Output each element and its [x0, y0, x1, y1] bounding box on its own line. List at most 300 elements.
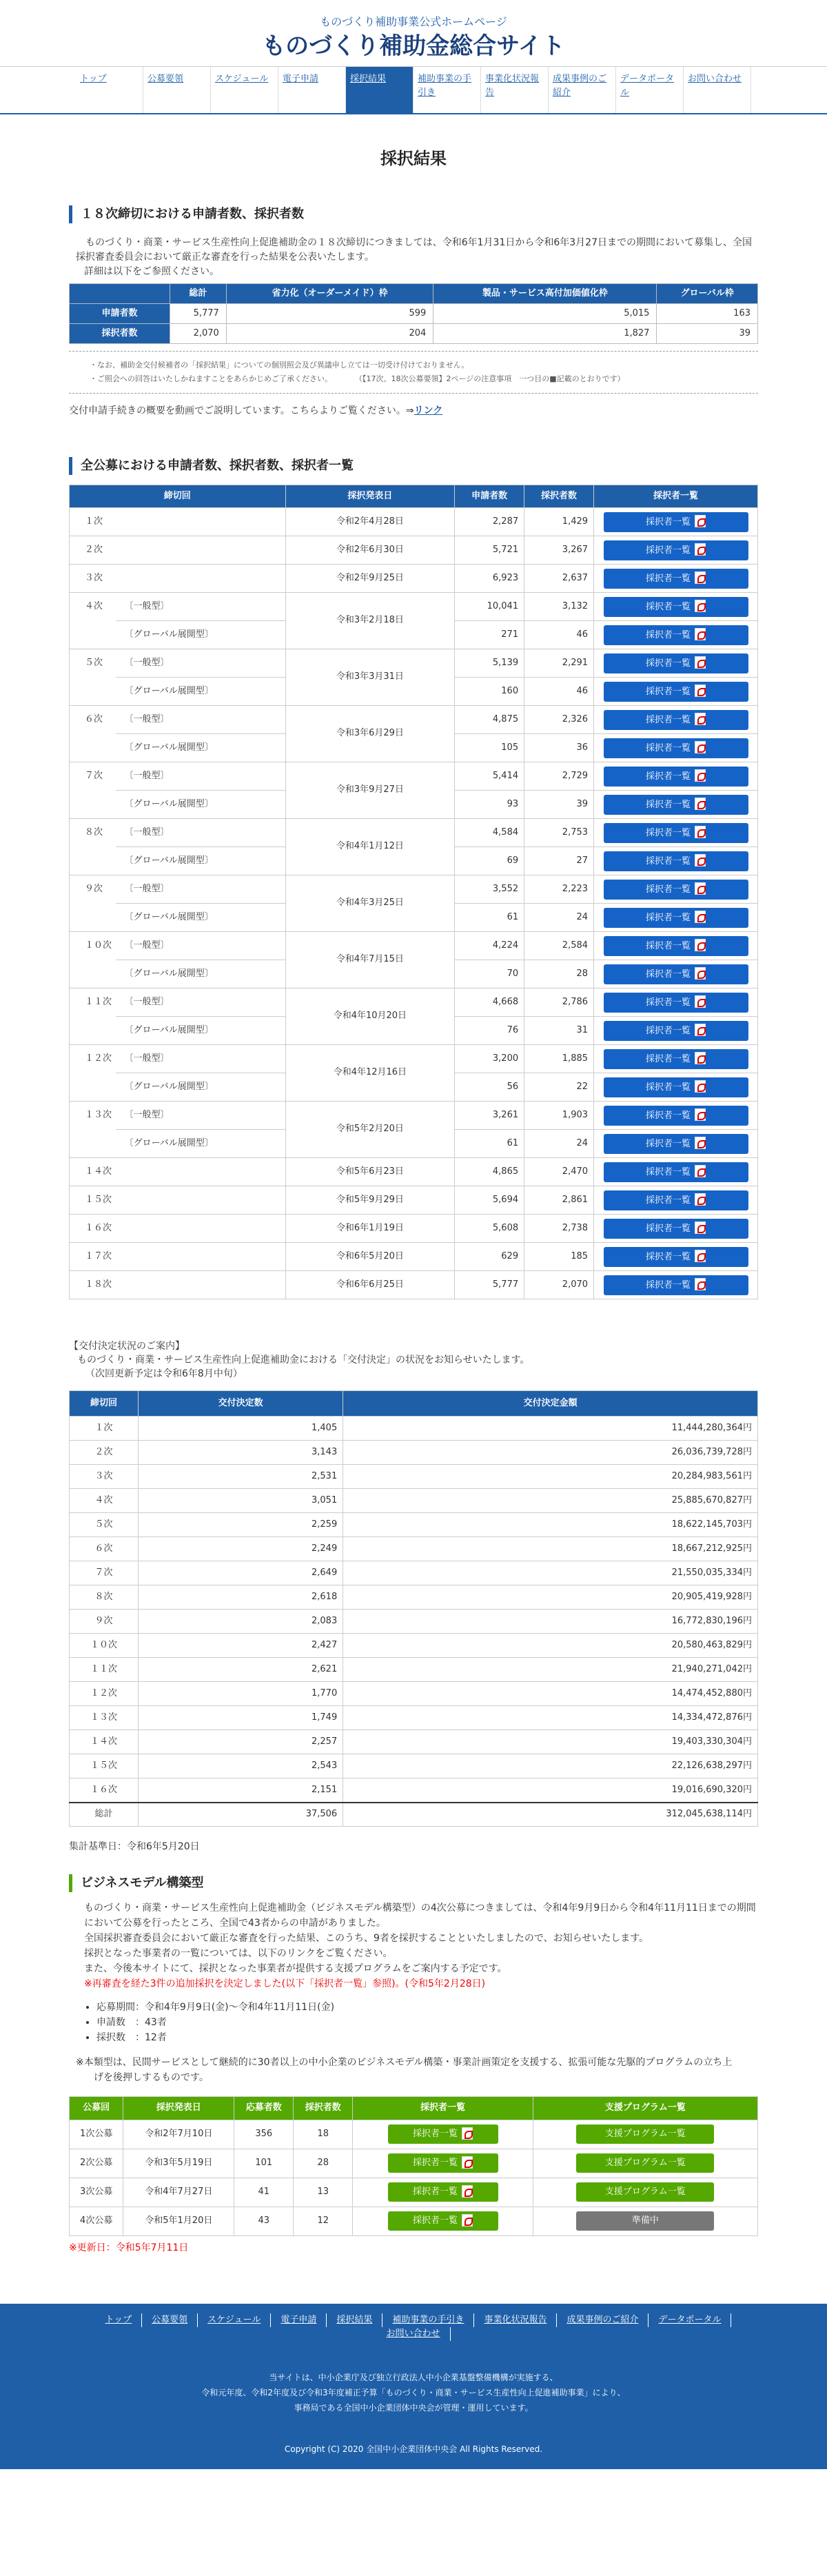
summary-row [70, 304, 758, 324]
nav-item[interactable]: 補助事業の手引き [414, 67, 481, 113]
cell-kai: １４次 [70, 1730, 139, 1754]
cell-adopt: 2,861 [524, 1186, 594, 1215]
button-label: 採択者一覧 [645, 827, 691, 838]
cell-adopt: 3,132 [524, 593, 594, 621]
adopted-list-button[interactable] [604, 512, 748, 532]
table-row [70, 2207, 758, 2235]
cell-date: 令和4年3月25日 [285, 875, 455, 932]
button-label: 採択者一覧 [645, 1082, 691, 1093]
bm-header: 応募者数 [234, 2096, 294, 2120]
cell-kind: 〔グローバル展開型〕 [116, 791, 285, 819]
cell-adopt: 2,470 [524, 1158, 594, 1186]
cell-list [594, 791, 758, 819]
summary-row [70, 324, 758, 344]
cell-list [594, 734, 758, 762]
cell-adopt: 1,903 [524, 1102, 594, 1130]
table-row [70, 1778, 758, 1803]
cell-apply: 61 [455, 904, 524, 932]
cell-kai: １４次 [70, 1158, 286, 1186]
adopted-list-button[interactable] [388, 2182, 498, 2202]
video-text: 交付申請手続きの概要を動画でご説明しています。こちらよりご覧ください。⇒ [69, 405, 414, 416]
adopted-list-button[interactable] [604, 993, 748, 1013]
button-label: 採択者一覧 [645, 1138, 691, 1149]
cell-count: 2,649 [139, 1561, 343, 1585]
adopted-list-button[interactable] [604, 738, 748, 758]
footer-link[interactable]: 採択結果 [327, 2313, 382, 2327]
adopted-list-button[interactable] [604, 1021, 748, 1041]
section-heading-bm: ビジネスモデル構築型 [69, 1874, 758, 1892]
pending-button: 準備中 [576, 2211, 714, 2231]
button-label: 採択者一覧 [412, 2187, 458, 2198]
decision-next-update: （次回更新予定は令和6年8月中旬） [85, 1368, 243, 1380]
video-link[interactable]: リンク [414, 405, 443, 416]
summary-cell: 39 [657, 324, 758, 344]
table-row [70, 1489, 758, 1513]
adopted-list-button[interactable] [604, 795, 748, 815]
pdf-icon [695, 995, 706, 1008]
cell-kind: 〔グローバル展開型〕 [116, 904, 285, 932]
button-label: 採択者一覧 [645, 1251, 691, 1262]
adopted-list-button[interactable] [604, 851, 748, 871]
cell-list [594, 678, 758, 706]
cell-adopt: 1,885 [524, 1045, 594, 1073]
nav-item[interactable]: お問い合わせ [684, 67, 751, 113]
cell-apply: 5,721 [455, 536, 524, 565]
adopted-list-button[interactable] [388, 2124, 498, 2144]
adopted-list-button[interactable] [604, 1049, 748, 1069]
cell-list [594, 875, 758, 904]
cell-list [594, 1130, 758, 1158]
cell-adopt: 24 [524, 904, 594, 932]
cell-apply: 93 [455, 791, 524, 819]
cell-kai: １８次 [70, 1271, 286, 1299]
cell-kai: 3次公募 [70, 2178, 123, 2207]
nav-item[interactable]: 成果事例のご紹介 [549, 67, 616, 113]
table-row [70, 2149, 758, 2178]
cell-date: 令和3年2月18日 [285, 593, 455, 649]
table-row [70, 1537, 758, 1561]
pdf-icon [695, 1250, 706, 1262]
nav-item[interactable]: 事業化状況報告 [481, 67, 549, 113]
button-label: 採択者一覧 [645, 1053, 691, 1064]
cell-kai: １７次 [70, 1243, 286, 1271]
nav-item[interactable]: トップ [76, 67, 143, 113]
button-label: 採択者一覧 [645, 516, 691, 527]
button-label: 採択者一覧 [645, 573, 691, 584]
table-row [70, 1658, 758, 1682]
cell-list [594, 1102, 758, 1130]
table-row [70, 565, 758, 593]
table-row [70, 1215, 758, 1243]
bm-header: 採択者一覧 [353, 2096, 533, 2120]
button-label: 採択者一覧 [645, 799, 691, 810]
cell-apply: 5,694 [455, 1186, 524, 1215]
cell-kai: 4次公募 [70, 2207, 123, 2235]
cell-adopt: 31 [524, 1017, 594, 1045]
cell-list [594, 508, 758, 536]
button-label: 採択者一覧 [412, 2129, 458, 2140]
cell-count: 37,506 [139, 1803, 343, 1827]
cell-date: 令和5年2月20日 [285, 1102, 455, 1158]
cell-list [594, 762, 758, 791]
cell-kai: 2次公募 [70, 2149, 123, 2178]
adopted-list-button[interactable] [604, 1106, 748, 1126]
cell-kai: １６次 [70, 1778, 139, 1803]
cell-amount: 21,940,271,042円 [343, 1658, 758, 1682]
pdf-icon [695, 1221, 706, 1234]
footer-line: 事務局である全国中小企業団体中央会が管理・運用しています。 [294, 2403, 533, 2413]
sec18-text [69, 236, 758, 279]
cell-kind: 〔一般型〕 [116, 1045, 285, 1073]
cell-list [594, 1045, 758, 1073]
global-nav [0, 66, 827, 114]
summary-header: 製品・サービス高付加価値化枠 [433, 284, 657, 304]
bm-line: また、今後本サイトにて、採択となった事業者が提供する支援プログラムをご案内する予定です。 [84, 1963, 507, 1974]
site-title[interactable]: ものづくり補助金総合サイト [262, 32, 565, 60]
support-program-button[interactable]: 支援プログラム一覧 [576, 2124, 714, 2144]
decision-table [69, 1390, 758, 1827]
cell-kind: 〔一般型〕 [116, 593, 285, 621]
cell-kai: １５次 [70, 1186, 286, 1215]
cell-date: 令和4年1月12日 [285, 819, 455, 875]
adopted-list-button[interactable] [604, 880, 748, 900]
cell-apply: 56 [455, 1073, 524, 1102]
decision-header: 交付決定数 [139, 1391, 343, 1417]
cell-apply: 356 [234, 2120, 294, 2149]
cell-kind: 〔グローバル展開型〕 [116, 1130, 285, 1158]
footer-link[interactable]: 成果事例のご紹介 [557, 2313, 649, 2327]
cell-kai: ８次 [70, 819, 116, 875]
adopted-list-button[interactable] [604, 625, 748, 645]
cell-date: 令和4年7月27日 [123, 2178, 234, 2207]
page-title: 採択結果 [380, 149, 447, 168]
cell-adopt: 2,637 [524, 565, 594, 593]
cell-adopt: 36 [524, 734, 594, 762]
adopted-list-button[interactable] [388, 2153, 498, 2173]
cell-count: 3,143 [139, 1441, 343, 1465]
adopted-list-button[interactable] [604, 597, 748, 617]
pdf-icon [695, 1080, 706, 1093]
button-label: 採択者一覧 [645, 1195, 691, 1206]
table-row [70, 1045, 758, 1073]
cell-date: 令和3年3月31日 [285, 649, 455, 706]
summary-cell: 2,070 [170, 324, 227, 344]
footer-link[interactable]: 補助事業の手引き [382, 2313, 474, 2327]
cell-date: 令和6年5月20日 [285, 1243, 455, 1271]
cell-date: 令和6年6月25日 [285, 1271, 455, 1299]
support-program-button[interactable]: 支援プログラム一覧 [576, 2182, 714, 2202]
support-program-button[interactable]: 支援プログラム一覧 [576, 2153, 714, 2173]
cell-count: 2,249 [139, 1537, 343, 1561]
adopted-list-button[interactable] [604, 908, 748, 928]
cell-list [594, 960, 758, 988]
summary-cell: 599 [226, 304, 433, 324]
button-label: 採択者一覧 [645, 855, 691, 866]
table-row [70, 932, 758, 960]
cell-apply: 3,552 [455, 875, 524, 904]
adopted-list-button[interactable] [604, 767, 748, 787]
sec18-paragraph: ものづくり・商業・サービス生産性向上促進補助金の１８次締切につきましては、令和6年1月31日から令和6年3月27日までの期間において募集し、全国採択審査委員会において厳正な審査を行った結果を公表いたします。 [76, 237, 752, 263]
cell-list [594, 847, 758, 875]
summary-table [69, 283, 758, 344]
cell-adopt: 28 [524, 960, 594, 988]
cell-kai: ７次 [70, 1561, 139, 1585]
cell-amount: 14,334,472,876円 [343, 1706, 758, 1730]
adopted-list-button[interactable] [604, 653, 748, 673]
footer-link[interactable]: 公募要領 [142, 2313, 198, 2327]
adopted-list-button[interactable] [604, 936, 748, 956]
cell-list [594, 1073, 758, 1102]
cell-kai: ２次 [70, 536, 286, 565]
all-header: 採択者一覧 [594, 485, 758, 508]
cell-apply: 629 [455, 1243, 524, 1271]
table-row [70, 1465, 758, 1489]
cell-adopt: 18 [294, 2120, 353, 2149]
button-label: 採択者一覧 [645, 714, 691, 725]
button-label: 採択者一覧 [645, 686, 691, 697]
cell-list [353, 2178, 533, 2207]
table-row [70, 1585, 758, 1610]
cell-list [594, 1186, 758, 1215]
cell-kind: 〔一般型〕 [116, 762, 285, 791]
pdf-icon [462, 2214, 473, 2227]
footer-link[interactable]: スケジュール [198, 2313, 271, 2327]
pdf-icon [695, 911, 706, 923]
cell-kai: ６次 [70, 1537, 139, 1561]
cell-kai: １３次 [70, 1706, 139, 1730]
footer-link[interactable]: 電子申請 [271, 2313, 327, 2327]
adopted-list-button[interactable] [604, 1134, 748, 1154]
cell-kai: 総計 [70, 1803, 139, 1827]
table-row [70, 649, 758, 678]
cell-apply: 61 [455, 1130, 524, 1158]
footer-link[interactable]: データポータル [649, 2313, 731, 2327]
cell-list [594, 536, 758, 565]
cell-date: 令和6年1月19日 [285, 1215, 455, 1243]
cell-amount: 20,284,983,561円 [343, 1465, 758, 1489]
adopted-list-button[interactable] [604, 682, 748, 702]
cell-list [594, 706, 758, 734]
adopted-list-button[interactable] [604, 823, 748, 843]
adopted-list-button[interactable] [604, 1247, 748, 1267]
cell-adopt: 2,738 [524, 1215, 594, 1243]
cell-list [594, 1215, 758, 1243]
bm-header: 採択発表日 [123, 2096, 234, 2120]
cell-kai: ７次 [70, 762, 116, 819]
table-row [70, 1441, 758, 1465]
cell-kind: 〔グローバル展開型〕 [116, 734, 285, 762]
cell-kai: ３次 [70, 1465, 139, 1489]
cell-list [594, 1271, 758, 1299]
cell-kai: ５次 [70, 1513, 139, 1537]
cell-kai: ６次 [70, 706, 116, 762]
cell-date: 令和3年6月29日 [285, 706, 455, 762]
pdf-icon [695, 1193, 706, 1206]
decision-text: ものづくり・商業・サービス生産性向上促進補助金における「交付決定」の状況をお知らせいたします。 [77, 1355, 530, 1366]
cell-date: 令和4年10月20日 [285, 988, 455, 1045]
cell-count: 2,257 [139, 1730, 343, 1754]
cell-apply: 4,875 [455, 706, 524, 734]
notes-box [69, 351, 758, 394]
cell-adopt: 13 [294, 2178, 353, 2207]
cell-adopt: 27 [524, 847, 594, 875]
cell-count: 2,259 [139, 1513, 343, 1537]
cell-adopt: 22 [524, 1073, 594, 1102]
cell-kai: １１次 [70, 1658, 139, 1682]
table-row [70, 819, 758, 847]
nav-item[interactable]: 公募要領 [143, 67, 211, 113]
nav-item[interactable]: データポータル [616, 67, 684, 113]
cell-program [533, 2149, 757, 2178]
footer-line: 令和元年度、令和2年度及び令和3年度補正予算「ものづくり・商業・サービス生産性向上促進補助事業」により、 [201, 2388, 626, 2398]
cell-adopt: 2,326 [524, 706, 594, 734]
cell-adopt: 39 [524, 791, 594, 819]
cell-apply: 3,261 [455, 1102, 524, 1130]
bm-line: 採択となった事業者の一覧については、以下のリンクをご覧ください。 [84, 1947, 393, 1959]
cell-adopt: 1,429 [524, 508, 594, 536]
table-row [70, 1610, 758, 1634]
table-row [70, 536, 758, 565]
cell-count: 2,151 [139, 1778, 343, 1803]
cell-list [594, 649, 758, 678]
cell-kai: １６次 [70, 1215, 286, 1243]
cell-apply: 10,041 [455, 593, 524, 621]
pdf-icon [695, 1024, 706, 1036]
cell-count: 2,531 [139, 1465, 343, 1489]
cell-amount: 26,036,739,728円 [343, 1441, 758, 1465]
bm-note-line: ※本類型は、民間サービスとして継続的に30者以上の中小企業のビジネスモデル構築・事業計画策定を支援する、拡張可能な先駆的プログラムの立ち上 [76, 2056, 733, 2068]
cell-kai: ８次 [70, 1585, 139, 1610]
button-label: 採択者一覧 [645, 658, 691, 669]
cell-apply: 41 [234, 2178, 294, 2207]
pdf-icon [695, 1108, 706, 1121]
pdf-icon [462, 2185, 473, 2198]
cell-adopt: 3,267 [524, 536, 594, 565]
cell-apply: 6,923 [455, 565, 524, 593]
adopted-list-button[interactable] [604, 1077, 748, 1097]
adopted-list-button[interactable] [604, 964, 748, 984]
decision-header: 交付決定金額 [343, 1391, 758, 1417]
all-header: 採択発表日 [285, 485, 455, 508]
cell-kai: １０次 [70, 932, 116, 988]
adopted-list-button[interactable] [388, 2211, 498, 2231]
adopted-list-button[interactable] [604, 1219, 748, 1239]
cell-date: 令和3年9月27日 [285, 762, 455, 819]
button-label: 採択者一覧 [645, 742, 691, 753]
table-row [70, 1158, 758, 1186]
cell-count: 1,770 [139, 1682, 343, 1706]
nav-item[interactable]: 採択結果 [346, 67, 414, 113]
adopted-list-button[interactable] [604, 1162, 748, 1182]
cell-adopt: 2,729 [524, 762, 594, 791]
button-label: 採択者一覧 [645, 771, 691, 782]
cell-amount: 16,772,830,196円 [343, 1610, 758, 1634]
cell-list [594, 904, 758, 932]
all-header: 申請者数 [455, 485, 524, 508]
decision-intro [69, 1339, 758, 1381]
cell-list [353, 2149, 533, 2178]
cell-apply: 76 [455, 1017, 524, 1045]
pdf-icon [695, 882, 706, 895]
cell-amount: 21,550,035,334円 [343, 1561, 758, 1585]
cell-kai: １１次 [70, 988, 116, 1045]
pdf-icon [462, 2127, 473, 2140]
cell-list [594, 621, 758, 649]
cell-list [353, 2207, 533, 2235]
video-guide [69, 403, 758, 418]
summary-cell: 5,015 [433, 304, 657, 324]
pdf-icon [695, 967, 706, 980]
cell-kind: 〔グローバル展開型〕 [116, 960, 285, 988]
cell-kind: 〔一般型〕 [116, 1102, 285, 1130]
adopted-list-button[interactable] [604, 1190, 748, 1210]
table-row [70, 1682, 758, 1706]
button-label: 採択者一覧 [645, 912, 691, 923]
button-label: 採択者一覧 [412, 2158, 458, 2169]
cell-kind: 〔一般型〕 [116, 649, 285, 678]
cell-kind: 〔一般型〕 [116, 988, 285, 1017]
footer-text [0, 2370, 827, 2415]
pdf-icon [695, 1137, 706, 1149]
cell-kai: １２次 [70, 1045, 116, 1102]
cell-kind: 〔グローバル展開型〕 [116, 621, 285, 649]
footer-link[interactable]: お問い合わせ [376, 2327, 450, 2341]
site-footer [0, 2304, 827, 2469]
button-label: 採択者一覧 [645, 545, 691, 556]
cell-list [594, 1017, 758, 1045]
footer-nav [76, 2313, 751, 2341]
adopted-list-button[interactable] [604, 710, 748, 730]
table-row [70, 2178, 758, 2207]
cell-program [533, 2178, 757, 2207]
table-row [70, 1513, 758, 1537]
cell-apply: 4,224 [455, 932, 524, 960]
cell-adopt: 2,584 [524, 932, 594, 960]
adopted-list-button[interactable] [604, 1275, 748, 1295]
button-label: 採択者一覧 [645, 1110, 691, 1121]
summary-cell: 163 [657, 304, 758, 324]
nav-item[interactable]: 電子申請 [278, 67, 346, 113]
cell-kai: ４次 [70, 593, 116, 649]
cell-list [594, 593, 758, 621]
site-header [0, 0, 827, 66]
cell-adopt: 185 [524, 1243, 594, 1271]
cell-apply: 5,414 [455, 762, 524, 791]
footer-link[interactable]: 事業化状況報告 [474, 2313, 557, 2327]
all-header: 採択者数 [524, 485, 594, 508]
bm-header: 公募回 [70, 2096, 123, 2120]
cell-kind: 〔グローバル展開型〕 [116, 1017, 285, 1045]
bm-header: 支援プログラム一覧 [533, 2096, 757, 2120]
cell-amount: 22,126,638,297円 [343, 1754, 758, 1778]
adopted-list-button[interactable] [604, 540, 748, 560]
cell-date: 令和5年6月23日 [285, 1158, 455, 1186]
copyright: Copyright (C) 2020 全国中小企業団体中央会 All Rights Reserved. [284, 2444, 543, 2455]
adopted-list-button[interactable] [604, 569, 748, 589]
cell-amount: 19,403,330,304円 [343, 1730, 758, 1754]
bm-text [69, 1900, 758, 1991]
footer-link[interactable]: トップ [96, 2313, 143, 2327]
nav-item[interactable]: スケジュール [211, 67, 278, 113]
cell-kind: 〔グローバル展開型〕 [116, 1073, 285, 1102]
cell-apply: 5,777 [455, 1271, 524, 1299]
pdf-icon [462, 2156, 473, 2169]
table-row [70, 2120, 758, 2149]
button-label: 採択者一覧 [412, 2215, 458, 2227]
pdf-icon [695, 684, 706, 697]
pdf-icon [695, 741, 706, 753]
main-content [69, 145, 758, 2255]
